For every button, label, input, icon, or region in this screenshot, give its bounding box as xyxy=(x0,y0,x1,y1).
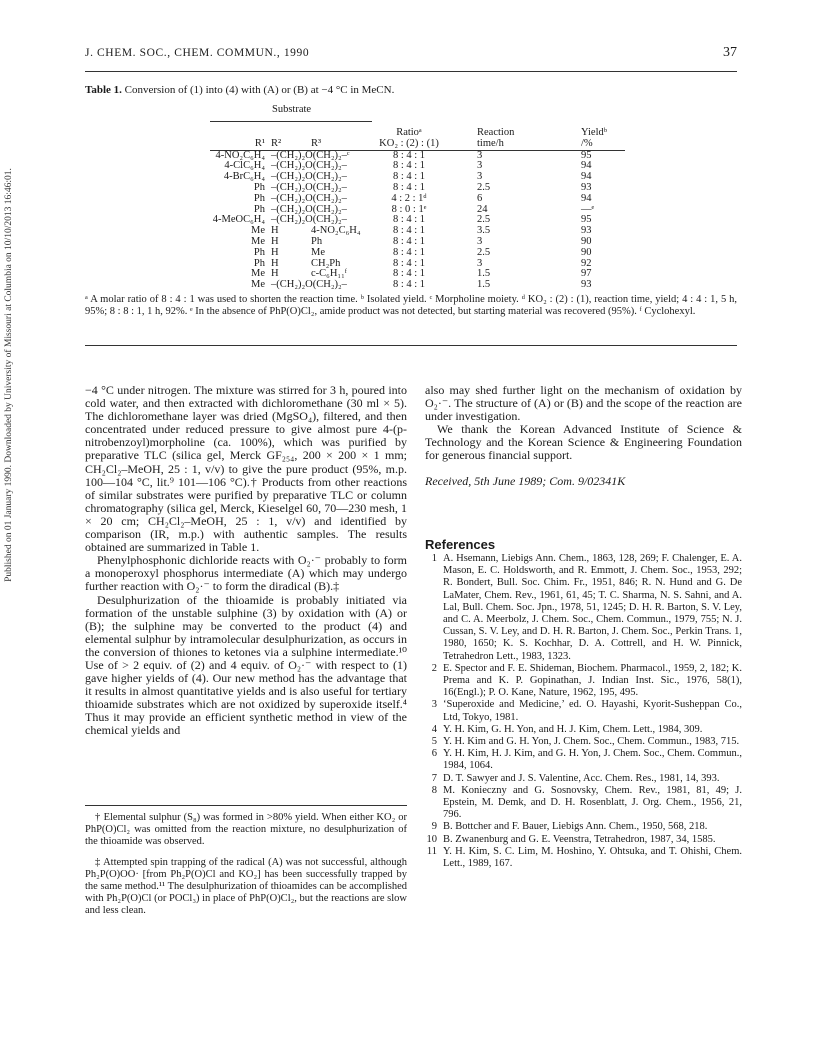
reference-item xyxy=(425,834,742,846)
cell-time: 3 xyxy=(477,171,483,183)
cell-ratio: 8 : 4 : 1 xyxy=(392,257,426,269)
cell-time: 1.5 xyxy=(477,279,491,291)
cell-r2: –(CH₂)₂O(CH₂)₂–ᶜ xyxy=(271,149,350,161)
cell-time: 24 xyxy=(477,203,488,215)
reference-text: B. Zwanenburg and G. E. Veenstra, Tetrahedron, 1987, 34, 1585. xyxy=(443,833,716,845)
reference-number: 4 xyxy=(431,723,437,735)
page-number: 37 xyxy=(723,45,737,60)
table-bottom-rule xyxy=(85,345,737,346)
cell-ratio: 8 : 4 : 1 xyxy=(392,160,426,172)
ratio-header-bottom: KO₂ : (2) : (1) xyxy=(373,139,445,150)
cell-yield: 95 xyxy=(581,149,592,161)
reference-item xyxy=(425,821,742,833)
cell-ratio: 8 : 0 : 1ᵉ xyxy=(391,203,427,215)
time-header-bottom: time/h xyxy=(445,139,557,150)
footnotes xyxy=(85,812,407,926)
download-watermark xyxy=(4,95,16,655)
cell-time: 3.5 xyxy=(477,225,491,237)
table-caption xyxy=(85,84,394,96)
reference-text: Y. H. Kim, G. H. Yon, and H. J. Kim, Chem. Lett., 1984, 309. xyxy=(443,723,703,735)
reference-text: E. Spector and F. E. Shideman, Biochem. Pharmacol., 1959, 2, 182; K. Prema and K. P. Gopinathan, J. Indian Inst. Sic., 1976, 58(1), 16(Engl.); P. O. Kane, Nature, 1962, 195, 495. xyxy=(443,662,742,699)
cell-ratio: 8 : 4 : 1 xyxy=(392,235,426,247)
reference-number: 3 xyxy=(431,699,437,711)
cell-r1: Me xyxy=(251,268,265,280)
cell-ratio: 8 : 4 : 1 xyxy=(392,268,426,280)
received-date: Received, 5th June 1989; Com. 9/02341K xyxy=(425,473,626,488)
reference-item xyxy=(425,699,742,723)
cell-r2: –(CH₂)₂O(CH₂)₂– xyxy=(271,171,347,183)
cell-yield: 93 xyxy=(581,279,592,291)
cell-r1: 4-MeOC₆H₄ xyxy=(212,214,265,226)
reference-item xyxy=(425,748,742,772)
cell-r1: Ph xyxy=(253,257,265,269)
reference-text: Y. H. Kim and G. H. Yon, J. Chem. Soc., Chem. Commun., 1983, 715. xyxy=(443,736,740,748)
cell-yield: 90 xyxy=(581,246,592,258)
reference-item xyxy=(425,724,742,736)
reference-number: 1 xyxy=(431,553,437,564)
references-list xyxy=(425,553,742,870)
cell-r1: Ph xyxy=(253,192,265,204)
cell-time: 1.5 xyxy=(477,268,491,280)
cell-r1: Me xyxy=(251,279,265,291)
yield-header-top: Yieldᵇ xyxy=(581,127,607,138)
table-header-row xyxy=(210,139,625,150)
reference-item xyxy=(425,846,742,870)
cell-r2: H xyxy=(271,246,279,258)
running-header xyxy=(85,45,737,63)
table-row xyxy=(210,194,625,205)
footnote-double-dagger: ‡ Attempted spin trapping of the radical (A) was not successful, although Ph₂P(O)OO· [from Ph₂P(O)Cl and KO₂] has been successfully trapped by the same method.¹¹ The desulphurization of thioamides can be accomplished with Ph₂P(O)Cl (or POCl₃) in place of PhP(O)Cl₂, but the reactions are slow and less clean. xyxy=(85,856,407,917)
cell-ratio: 8 : 4 : 1 xyxy=(392,171,426,183)
cell-r3: Me xyxy=(311,246,325,258)
download-note: Published on 01 January 1990. Downloaded by University of Missouri at Columbia on 10/10/2013 16:46:01. xyxy=(4,168,14,582)
cell-ratio: 8 : 4 : 1 xyxy=(392,181,426,193)
acknowledgement: We thank the Korean Advanced Institute of Science & Technology and the Korean Science & Engineering Foundation for generous financial support. xyxy=(425,422,742,463)
ratio-header-top: Ratioᵃ xyxy=(396,127,422,138)
reference-item xyxy=(425,663,742,700)
reference-number: 7 xyxy=(431,772,437,784)
cell-r2: –(CH₂)₂O(CH₂)₂– xyxy=(271,203,347,215)
cell-ratio: 8 : 4 : 1 xyxy=(392,214,426,226)
cell-r2: H xyxy=(271,268,279,280)
footnote-dagger: † Elemental sulphur (S₈) was formed in >80% yield. When either KO₂ or PhP(O)Cl₂ was omitted from the reaction mixture, no desulphurization of the thioamide was observed. xyxy=(85,812,407,848)
header-rule xyxy=(85,71,737,72)
cell-time: 2.5 xyxy=(477,246,491,258)
reference-number: 11 xyxy=(426,845,437,857)
reference-number: 8 xyxy=(431,784,437,796)
cell-yield: 94 xyxy=(581,160,592,172)
reference-number: 5 xyxy=(431,736,437,748)
table-caption-text: Conversion of (1) into (4) with (A) or (B) at −4 °C in MeCN. xyxy=(124,84,395,96)
cell-yield: —ᵉ xyxy=(581,203,595,215)
cell-yield: 95 xyxy=(581,214,592,226)
time-header-top: Reaction xyxy=(477,127,515,138)
cell-r2: H xyxy=(271,225,279,237)
substrate-group-header: Substrate xyxy=(272,104,312,115)
cell-r3: CH₂Ph xyxy=(311,257,341,269)
reference-text: ‘Superoxide and Medicine,’ ed. O. Hayashi, Kyorit-Susheppan Co., Ltd, Tokyo, 1981. xyxy=(443,699,742,723)
cell-r2: –(CH₂)₂O(CH₂)₂– xyxy=(271,279,347,291)
cell-r3: 4-NO₂C₆H₄ xyxy=(311,225,361,237)
cell-ratio: 8 : 4 : 1 xyxy=(392,149,426,161)
cell-r1: 4-BrC₆H₄ xyxy=(223,171,265,183)
reference-item xyxy=(425,553,742,663)
cell-time: 2.5 xyxy=(477,214,491,226)
cell-r1: 4-ClC₆H₄ xyxy=(224,160,265,172)
table-footnote: ᵃ A molar ratio of 8 : 4 : 1 was used to shorten the reaction time. ᵇ Isolated yield. ᶜ Morpholine moiety. ᵈ KO₂ : (2) : (1), reaction time, yield; 4 : 4 : 1, 5 h, 95%; 8 : 8 : 1, 1 h, 92%. ᵉ In the absence of PhP(O)Cl₂, amide product was not detected, but starting material was recovered (95%). ᶠ Cyclohexyl. xyxy=(85,294,737,318)
cell-yield: 97 xyxy=(581,268,592,280)
cell-r3: Ph xyxy=(311,235,323,247)
body-paragraph: Desulphurization of the thioamide is probably initiated via formation of the unstable sulphine (3) by oxidation with (A) or (B); the sulphine may be converted to the product (4) and elemental sulphur by intramolecular desulphurization, as occurs in the conversion of thiones to ketones via a sulphine intermediate.¹⁰ Use of > 2 equiv. of (2) and 4 equiv. of O₂·⁻ with respect to (1) gave higher yields of (4). Our new method has the advantage that it results in almost quantitative yields and is also useful for tertiary thioamide substrates which are not oxidized by superoxide itself.⁴ Thus it may provide an efficient synthetic method in view of the chemical yields and xyxy=(85,592,407,738)
table-row xyxy=(210,248,625,259)
cell-time: 3 xyxy=(477,257,483,269)
substrate-header-rule xyxy=(210,121,372,122)
reference-text: D. T. Sawyer and J. S. Valentine, Acc. Chem. Res., 1981, 14, 393. xyxy=(443,772,720,784)
reference-text: M. Konieczny and G. Sosnovsky, Chem. Rev., 1981, 81, 49; J. Epstein, M. Demk, and D. H. Rosenblatt, J. Org. Chem., 1956, 21, 796. xyxy=(443,784,742,821)
cell-ratio: 4 : 2 : 1ᵈ xyxy=(391,192,427,204)
cell-r2: H xyxy=(271,235,279,247)
cell-yield: 94 xyxy=(581,171,592,183)
r3-header: R³ xyxy=(311,139,373,150)
cell-r2: –(CH₂)₂O(CH₂)₂– xyxy=(271,181,347,193)
conversion-table xyxy=(210,128,625,291)
body-paragraph: −4 °C under nitrogen. The mixture was stirred for 3 h, poured into cold water, and then extracted with dichloromethane (30 ml × 5). The dichloromethane layer was dried (MgSO₄), filtered, and then concentrated under reduced pressure to give almost pure 4-(p-nitrobenzoyl)morpholine (ca. 100%), which was purified by preparative TLC (silica gel, Merck GF₂₅₄, 200 × 200 × 1 mm; CH₂Cl₂–MeOH, 25 : 1, v/v) to give the pure product (95%, m.p. 100—104 °C, lit.⁹ 101—106 °C).† Products from other reactions of similar substrates were purified by preparative TLC or column chromatography (silica gel, Merck, Kieselgel 60, 70—230 mesh, 1 × 20 cm; CH₂Cl₂–MeOH, 25 : 1, v/v) and identified by comparison (IR, m.p.) with authentic samples. The results obtained are summarized in Table 1. xyxy=(85,383,407,555)
reference-number: 10 xyxy=(426,833,437,845)
cell-time: 3 xyxy=(477,235,483,247)
cell-r1: Me xyxy=(251,225,265,237)
cell-r2: –(CH₂)₂O(CH₂)₂– xyxy=(271,192,347,204)
footnote-rule xyxy=(85,805,407,806)
cell-r1: Ph xyxy=(253,181,265,193)
reference-item xyxy=(425,785,742,822)
cell-ratio: 8 : 4 : 1 xyxy=(392,225,426,237)
table-caption-label: Table 1. xyxy=(85,84,122,96)
reference-text: Y. H. Kim, S. C. Lim, M. Hoshino, Y. Ohtsuka, and T. Ohishi, Chem. Lett., 1989, 167. xyxy=(443,845,742,870)
right-column xyxy=(425,384,742,488)
reference-number: 2 xyxy=(431,662,437,674)
journal-citation: J. CHEM. SOC., CHEM. COMMUN., 1990 xyxy=(85,47,310,59)
left-column xyxy=(85,384,407,738)
cell-time: 2.5 xyxy=(477,181,491,193)
cell-time: 3 xyxy=(477,160,483,172)
reference-item xyxy=(425,736,742,748)
cell-ratio: 8 : 4 : 1 xyxy=(392,246,426,258)
reference-text: A. Hsemann, Liebigs Ann. Chem., 1863, 128, 269; F. Chalenger, E. A. Mason, E. C. Holdsworth, and R. Emmott, J. Chem. Soc., 1953, 292; R. Bondert, Bull. Soc. Chim. Fr., 1951, 846; R. N. Hund and G. De LaMater, Chem. Rev., 1961, 61, 45; T. C. Sharma, N. S. Sahni, and A. Lal, Bull. Chem. Soc. Jpn., 1978, 51, 1245; D. H. R. Barton, S. V. Ley, and C. A. Meerbolz, J. Chem. Soc., Chem. Commun., 1979, 755; N. J. Cussan, S. V. Ley, and D. H. R. Barton, J. Chem. Soc., Perkin Trans. 1, 1980, 1650; K. S. Kochhar, D. A. Cottrell, and H. W. Pinnick, Tetrahedron Lett., 1983, 1323. xyxy=(443,553,742,662)
r2-header: R² xyxy=(271,139,311,150)
cell-r3: c-C₆H₁₁ᶠ xyxy=(311,268,347,280)
body-paragraph: Phenylphosphonic dichloride reacts with O₂·⁻ probably to form a monoperoxyl phosphorus intermediate (A) which may undergo further reaction with O₂·⁻ to form the diradical (B).‡ xyxy=(85,553,407,594)
cell-r1: Me xyxy=(251,235,265,247)
yield-header-bottom: /% xyxy=(557,139,625,150)
cell-yield: 94 xyxy=(581,192,592,204)
cell-ratio: 8 : 4 : 1 xyxy=(392,279,426,291)
cell-yield: 92 xyxy=(581,257,592,269)
cell-r2: –(CH₂)₂O(CH₂)₂– xyxy=(271,160,347,172)
reference-text: Y. H. Kim, H. J. Kim, and G. H. Yon, J. Chem. Soc., Chem. Commun., 1984, 1064. xyxy=(443,748,742,772)
cell-time: 3 xyxy=(477,149,483,161)
cell-r2: –(CH₂)₂O(CH₂)₂– xyxy=(271,214,347,226)
cell-r1: Ph xyxy=(253,203,265,215)
cell-yield: 93 xyxy=(581,181,592,193)
cell-yield: 93 xyxy=(581,225,592,237)
table-row xyxy=(210,280,625,291)
cell-r2: H xyxy=(271,257,279,269)
cell-yield: 90 xyxy=(581,235,592,247)
r1-header: R¹ xyxy=(210,139,271,150)
reference-item xyxy=(425,773,742,785)
reference-number: 9 xyxy=(431,821,437,833)
cell-r1: 4-NO₂C₆H₄ xyxy=(215,149,265,161)
reference-number: 6 xyxy=(431,748,437,760)
cell-time: 6 xyxy=(477,192,483,204)
body-paragraph: also may shed further light on the mechanism of oxidation by O₂·⁻. The structure of (A) or (B) and the scope of the reaction are under investigation. xyxy=(425,383,742,424)
reference-text: B. Bottcher and F. Bauer, Liebigs Ann. Chem., 1950, 568, 218. xyxy=(443,821,708,833)
cell-r1: Ph xyxy=(253,246,265,258)
references-heading: References xyxy=(425,537,496,552)
